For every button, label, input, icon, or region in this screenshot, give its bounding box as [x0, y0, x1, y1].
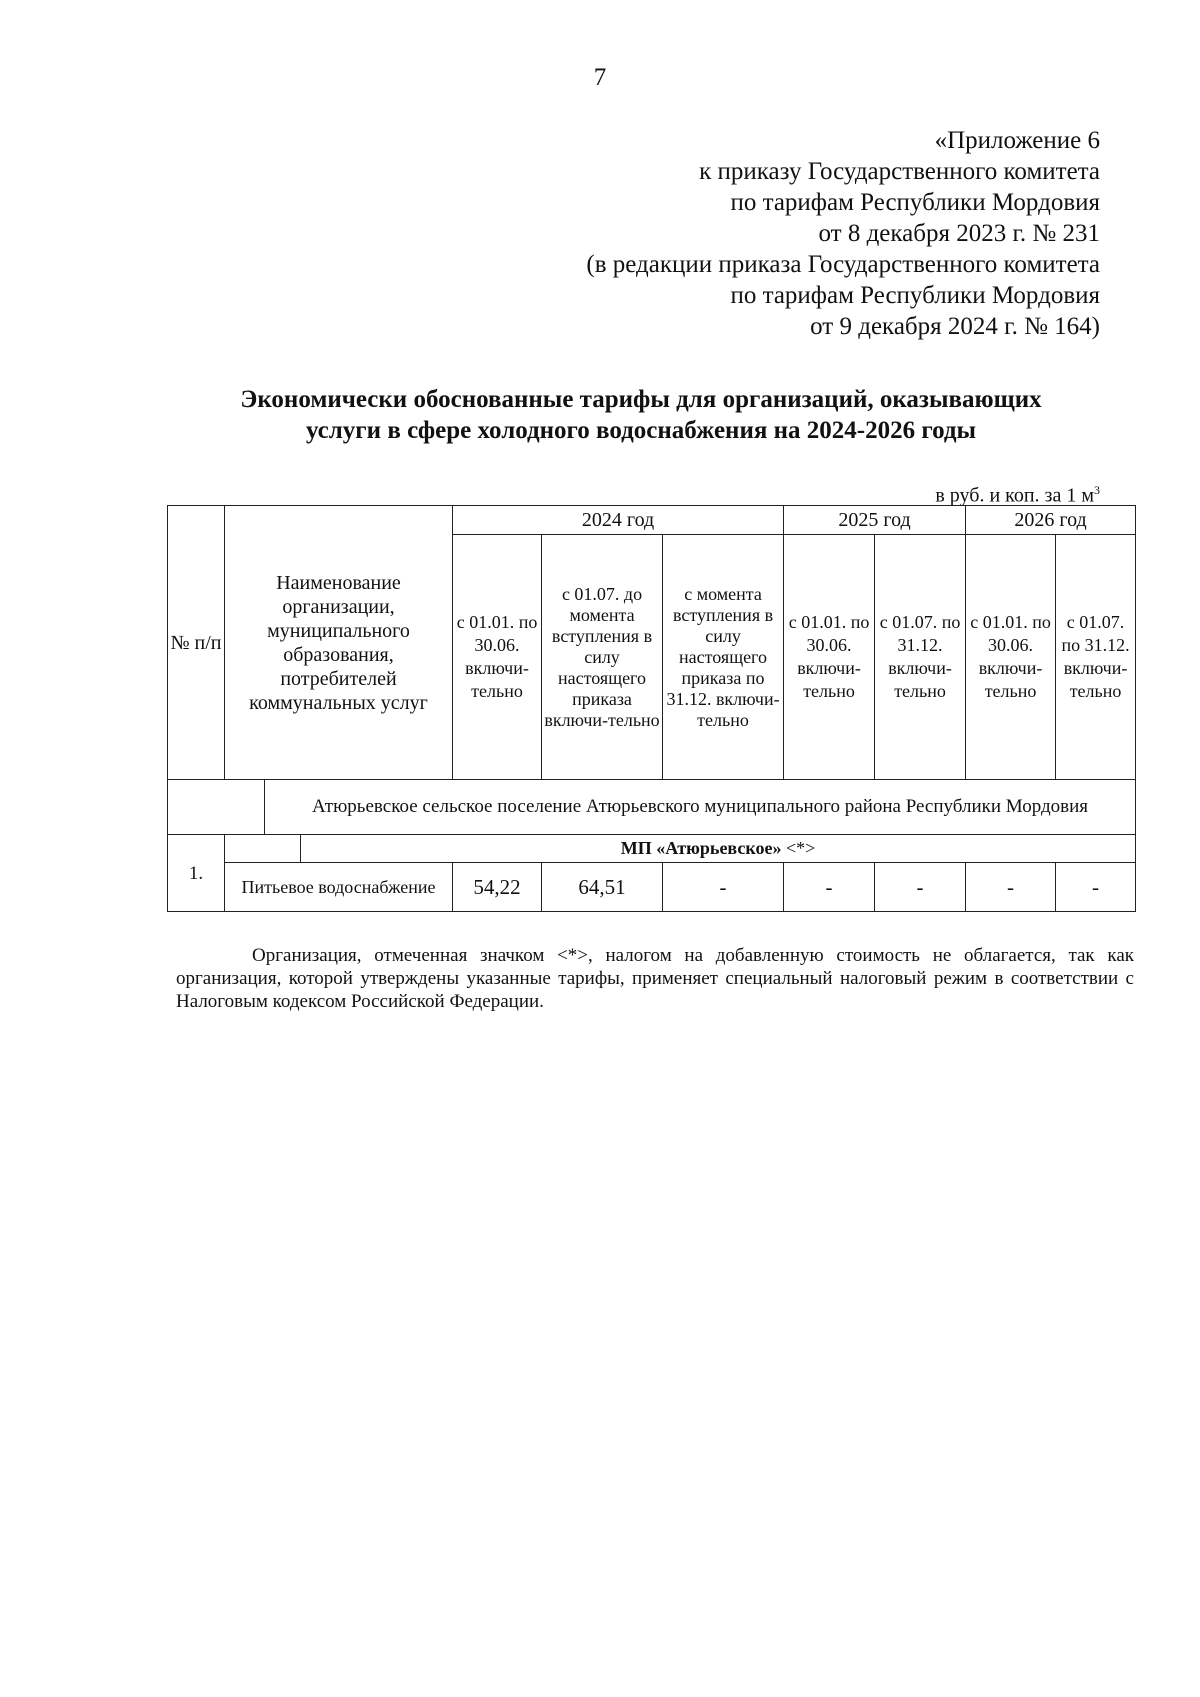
settlement-row [168, 780, 1136, 835]
vat-mark: <*> [785, 838, 816, 858]
header-period: с 01.01. по 30.06. включи-тельно [784, 535, 875, 780]
tariff-value: 54,22 [453, 863, 542, 912]
organization-spacer [225, 835, 301, 863]
appendix-line: от 9 декабря 2024 г. № 164) [810, 313, 1100, 340]
organization-name [301, 835, 1136, 863]
page-number: 7 [593, 64, 607, 91]
header-period: с 01.01. по 30.06. включи-тельно [453, 535, 542, 780]
settlement-spacer [168, 780, 265, 835]
header-period: с 01.07. до момента вступления в силу настоящего приказа включи-тельно [542, 535, 663, 780]
service-name: Питьевое водоснабжение [225, 863, 453, 912]
tariff-value: - [784, 863, 875, 912]
header-name: Наименование организации, муниципального образования, потребителей коммунальных услуг [225, 506, 453, 780]
header-period: с 01.01. по 30.06. включи-тельно [966, 535, 1056, 780]
tariff-value: - [966, 863, 1056, 912]
header-period: с момента вступления в силу настоящего приказа по 31.12. включи-тельно [663, 535, 784, 780]
tariff-value: - [663, 863, 784, 912]
header-number: № п/п [168, 506, 225, 780]
appendix-header [586, 125, 1100, 342]
tariff-value: 64,51 [542, 863, 663, 912]
appendix-line: к приказу Государственного комитета [699, 158, 1100, 185]
footnote [176, 944, 1134, 1013]
title-line-1: Экономически обоснованные тарифы для организаций, оказывающих [240, 386, 1042, 413]
organization-row [168, 835, 1136, 863]
header-period: с 01.07. по 31.12. включи-тельно [1056, 535, 1136, 780]
appendix-line: (в редакции приказа Государственного комитета [586, 251, 1100, 278]
header-year-2025: 2025 год [784, 506, 966, 535]
header-year-2026: 2026 год [966, 506, 1136, 535]
header-year-2024: 2024 год [453, 506, 784, 535]
tariff-value: - [875, 863, 966, 912]
tariff-table [167, 505, 1136, 912]
title-line-2: услуги в сфере холодного водоснабжения на 2024-2026 годы [305, 417, 977, 444]
settlement-name: Атюрьевское сельское поселение Атюрьевского муниципального района Республики Мордовия [265, 780, 1136, 835]
header-period: с 01.07. по 31.12. включи-тельно [875, 535, 966, 780]
organization-title: МП «Атюрьевское» [620, 838, 782, 858]
unit-text: в руб. и коп. за 1 м [935, 484, 1094, 507]
table-row [168, 863, 1136, 912]
footnote-text: Организация, отмеченная значком <*>, налогом на добавленную стоимость не облагается, так как организация, которой утверждены указанные тарифы, применяет специальный налоговый режим в соответствии с Налоговым кодексом Российской Федерации. [176, 945, 1134, 1012]
appendix-line: по тарифам Республики Мордовия [730, 282, 1100, 309]
header-row-years [168, 506, 1136, 535]
unit-label [935, 483, 1100, 508]
tariff-value: - [1056, 863, 1136, 912]
row-number: 1. [168, 835, 225, 912]
unit-superscript: 3 [1094, 483, 1100, 497]
document-title [168, 384, 1114, 446]
appendix-line: от 8 декабря 2023 г. № 231 [818, 220, 1100, 247]
appendix-line: «Приложение 6 [934, 127, 1100, 154]
appendix-line: по тарифам Республики Мордовия [730, 189, 1100, 216]
